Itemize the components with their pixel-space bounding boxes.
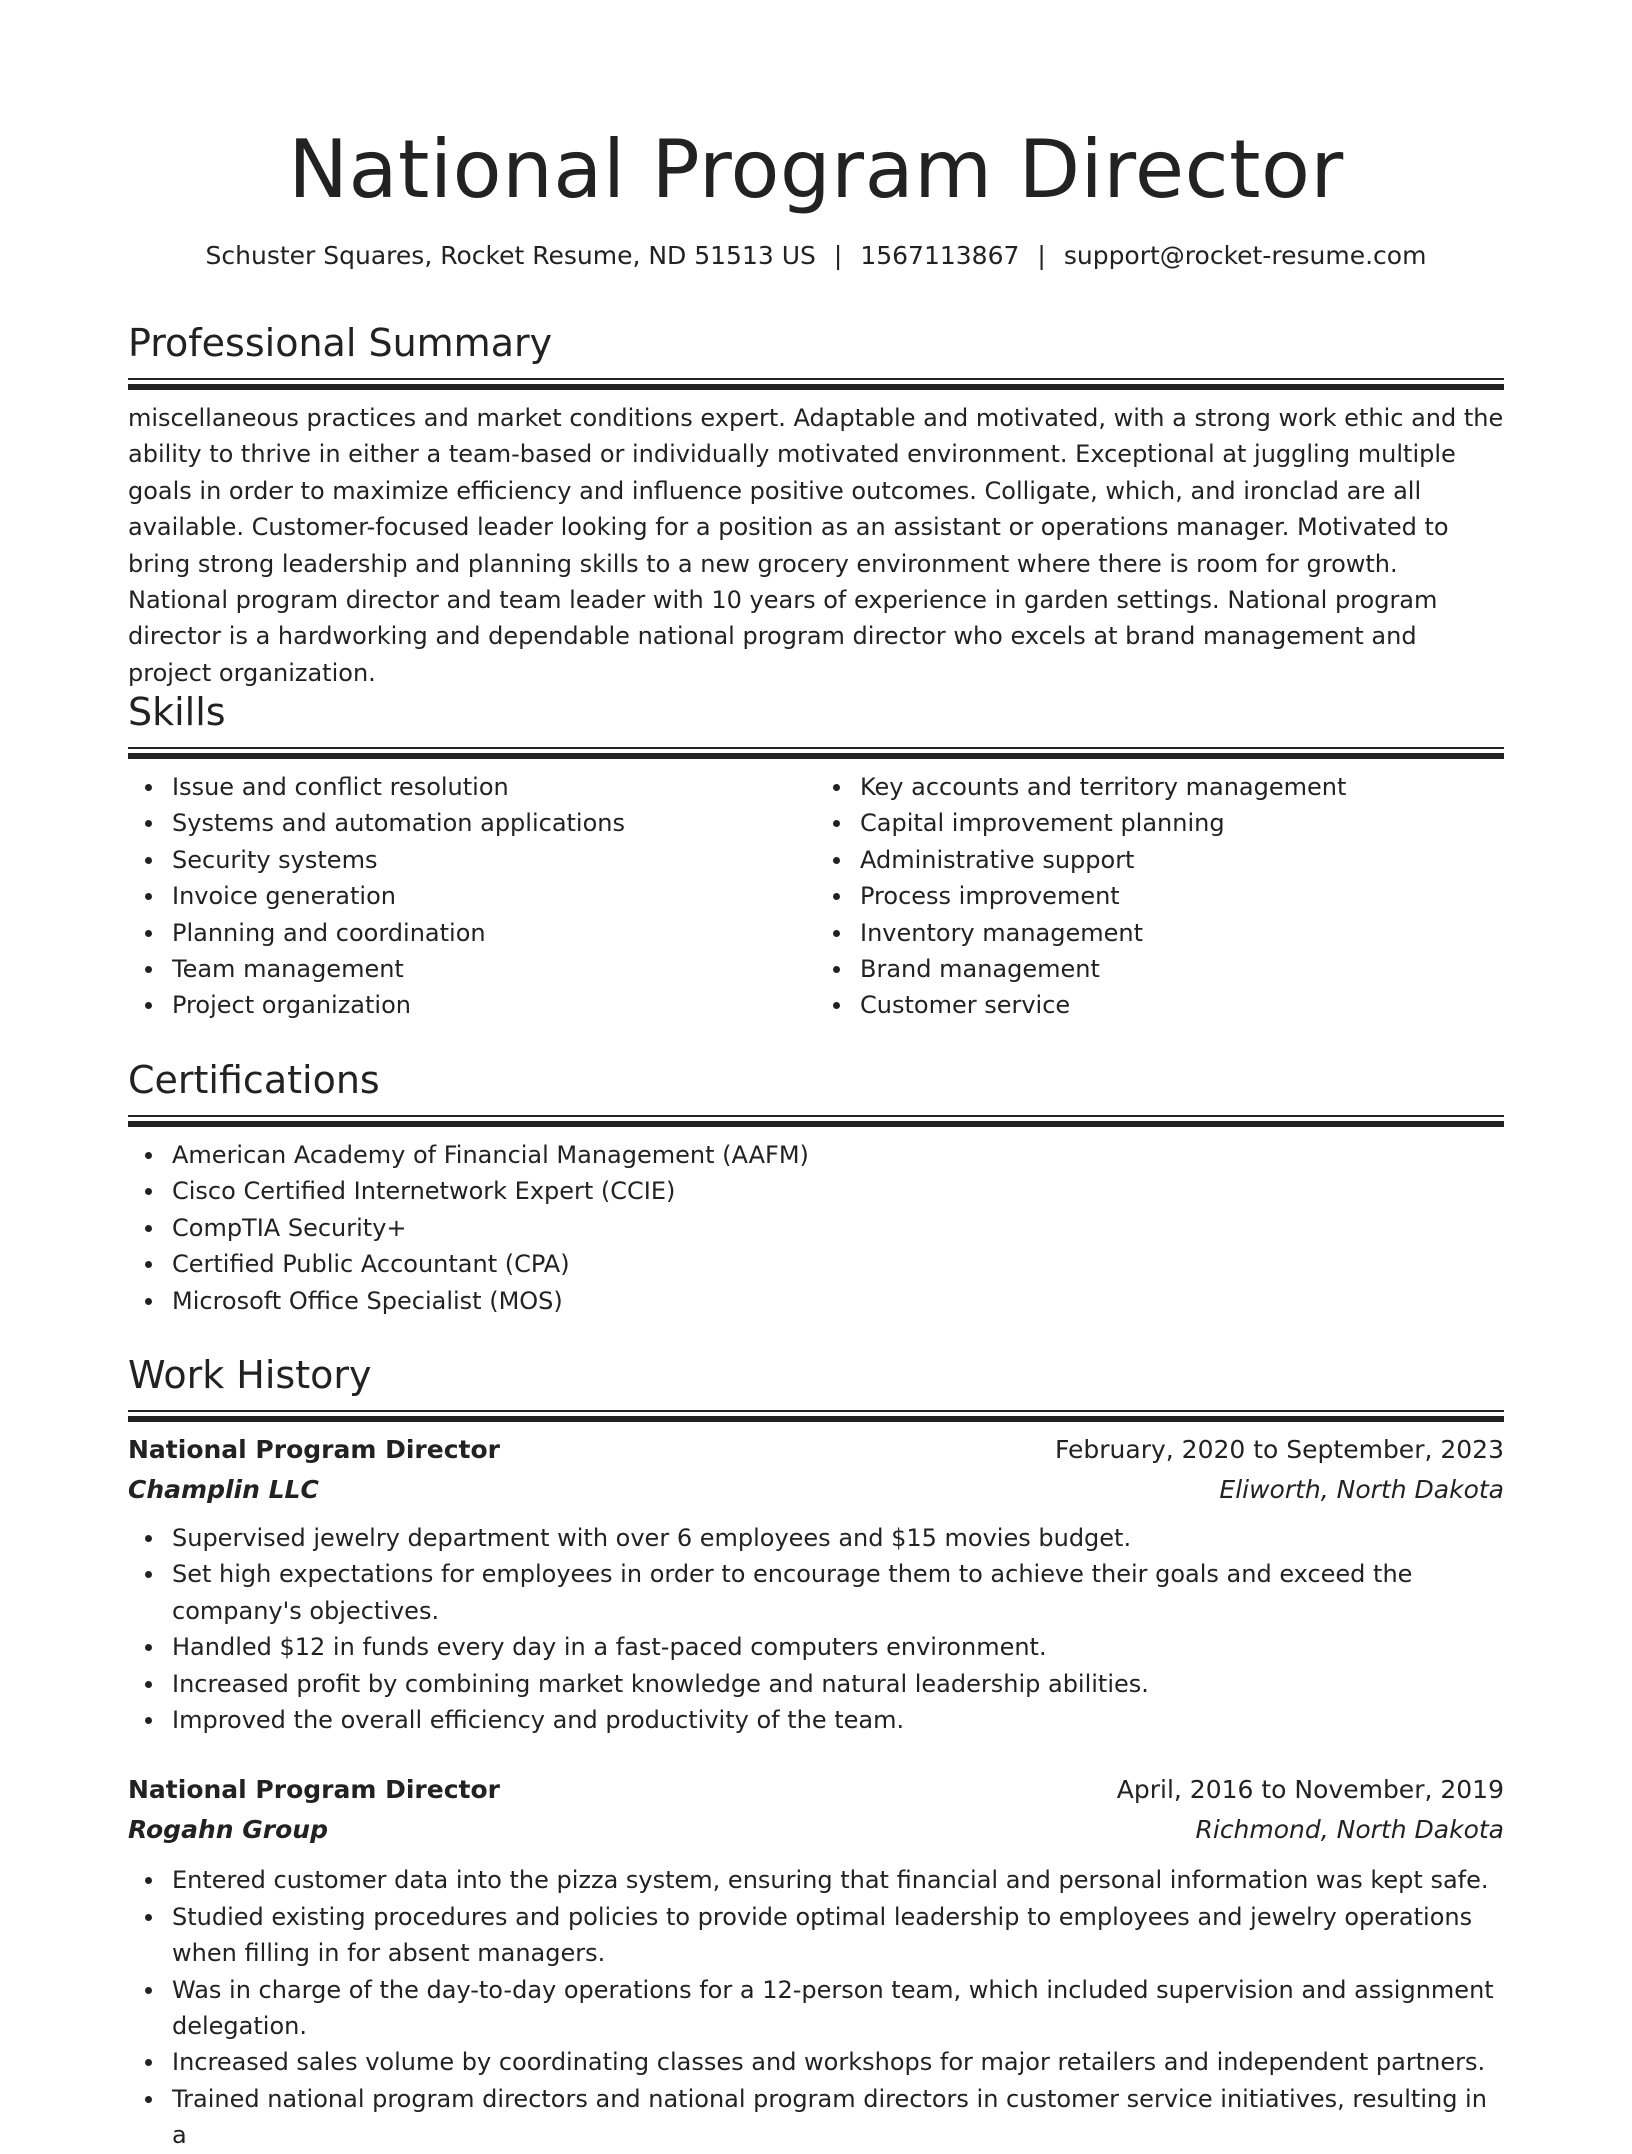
section-title: Skills <box>128 690 226 734</box>
skill-item: Invoice generation <box>172 878 816 914</box>
job-dates: April, 2016 to November, 2019 <box>1116 1775 1504 1805</box>
skill-item: Security systems <box>172 842 816 878</box>
job-bullet: Set high expectations for employees in order to encourage them to achieve their goals and exceed the company's objectives. <box>172 1556 1504 1629</box>
skills-list-right <box>816 769 1504 1024</box>
job-bullets <box>128 1520 1504 1738</box>
job-subheader <box>128 1810 1504 1850</box>
skills-columns <box>128 769 1504 1024</box>
job-title: National Program Director <box>128 1435 500 1464</box>
skills-section <box>128 687 1504 1024</box>
contact-email: support@rocket-resume.com <box>1063 241 1427 270</box>
section-title: Work History <box>128 1353 372 1397</box>
job-entry <box>128 1430 1504 1738</box>
contact-phone: 1567113867 <box>860 241 1020 270</box>
job-bullet: Improved the overall efficiency and productivity of the team. <box>172 1702 1504 1738</box>
contact-line <box>128 238 1504 274</box>
certifications-list <box>128 1137 1504 1319</box>
section-divider <box>128 747 1504 749</box>
skill-item: Project organization <box>172 987 816 1023</box>
skill-item: Key accounts and territory management <box>860 769 1504 805</box>
certification-item: Microsoft Office Specialist (MOS) <box>172 1283 1504 1319</box>
skill-item: Brand management <box>860 951 1504 987</box>
job-header <box>128 1430 1504 1470</box>
job-dates: February, 2020 to September, 2023 <box>1055 1435 1504 1464</box>
summary-section <box>128 318 1504 691</box>
certifications-section <box>128 1055 1504 1319</box>
skill-item: Customer service <box>860 987 1504 1023</box>
job-title: National Program Director <box>128 1775 500 1805</box>
job-location: Eliworth, North Dakota <box>1219 1475 1504 1504</box>
job-entry <box>128 1770 1504 2153</box>
certification-item: American Academy of Financial Management (AAFM) <box>172 1137 1504 1173</box>
skill-item: Team management <box>172 951 816 987</box>
skill-item: Process improvement <box>860 878 1504 914</box>
certification-item: Certified Public Accountant (CPA) <box>172 1246 1504 1282</box>
skills-list-left <box>128 769 816 1024</box>
skill-item: Systems and automation applications <box>172 805 816 841</box>
section-title: Professional Summary <box>128 321 553 365</box>
certification-item: Cisco Certified Internetwork Expert (CCIE) <box>172 1173 1504 1209</box>
certification-item: CompTIA Security+ <box>172 1210 1504 1246</box>
job-bullets <box>128 1862 1504 2153</box>
contact-separator: | <box>1037 241 1046 270</box>
contact-address: Schuster Squares, Rocket Resume, ND 51513 US <box>205 241 816 270</box>
section-title: Certifications <box>128 1058 380 1102</box>
job-bullet: Increased sales volume by coordinating classes and workshops for major retailers and independent partners. <box>172 2044 1504 2080</box>
job-bullet: Handled $12 in funds every day in a fast-paced computers environment. <box>172 1629 1504 1665</box>
resume-name: National Program Director <box>288 123 1344 216</box>
section-divider <box>128 378 1504 380</box>
job-bullet: Trained national program directors and national program directors in customer service initiatives, resulting in a <box>172 2081 1504 2154</box>
skill-item: Capital improvement planning <box>860 805 1504 841</box>
skill-item: Issue and conflict resolution <box>172 769 816 805</box>
job-header <box>128 1770 1504 1810</box>
contact-separator: | <box>833 241 843 270</box>
job-subheader <box>128 1470 1504 1510</box>
job-bullet: Studied existing procedures and policies to provide optimal leadership to employees and jewelry operations when filling in for absent managers. <box>172 1899 1504 1972</box>
section-divider <box>128 1410 1504 1412</box>
job-company: Champlin LLC <box>128 1475 319 1504</box>
skill-item: Inventory management <box>860 915 1504 951</box>
job-company: Rogahn Group <box>128 1815 328 1845</box>
skill-item: Planning and coordination <box>172 915 816 951</box>
job-bullet: Entered customer data into the pizza system, ensuring that financial and personal information was kept safe. <box>172 1862 1504 1898</box>
job-location: Richmond, North Dakota <box>1195 1815 1504 1845</box>
job-bullet: Increased profit by combining market knowledge and natural leadership abilities. <box>172 1666 1504 1702</box>
job-bullet: Was in charge of the day-to-day operations for a 12-person team, which included supervision and assignment delegation. <box>172 1972 1504 2045</box>
work-history-section <box>128 1350 1504 2154</box>
summary-text: miscellaneous practices and market conditions expert. Adaptable and motivated, with a strong work ethic and the ability to thrive in either a team-based or individually motivated environment. Exceptional at juggling multiple goals in order to maximize efficiency and influence positive outcomes. Colligate, which, and ironclad are all available. Customer-focused leader looking for a position as an assistant or operations manager. Motivated to bring strong leadership and planning skills to a new grocery environment where there is room for growth. National program director and team leader with 10 years of experience in garden settings. National program director is a hardworking and dependable national program director who excels at brand management and project organization. <box>128 404 1504 687</box>
skill-item: Administrative support <box>860 842 1504 878</box>
job-bullet: Supervised jewelry department with over 6 employees and $15 movies budget. <box>172 1520 1504 1556</box>
section-divider <box>128 1115 1504 1117</box>
